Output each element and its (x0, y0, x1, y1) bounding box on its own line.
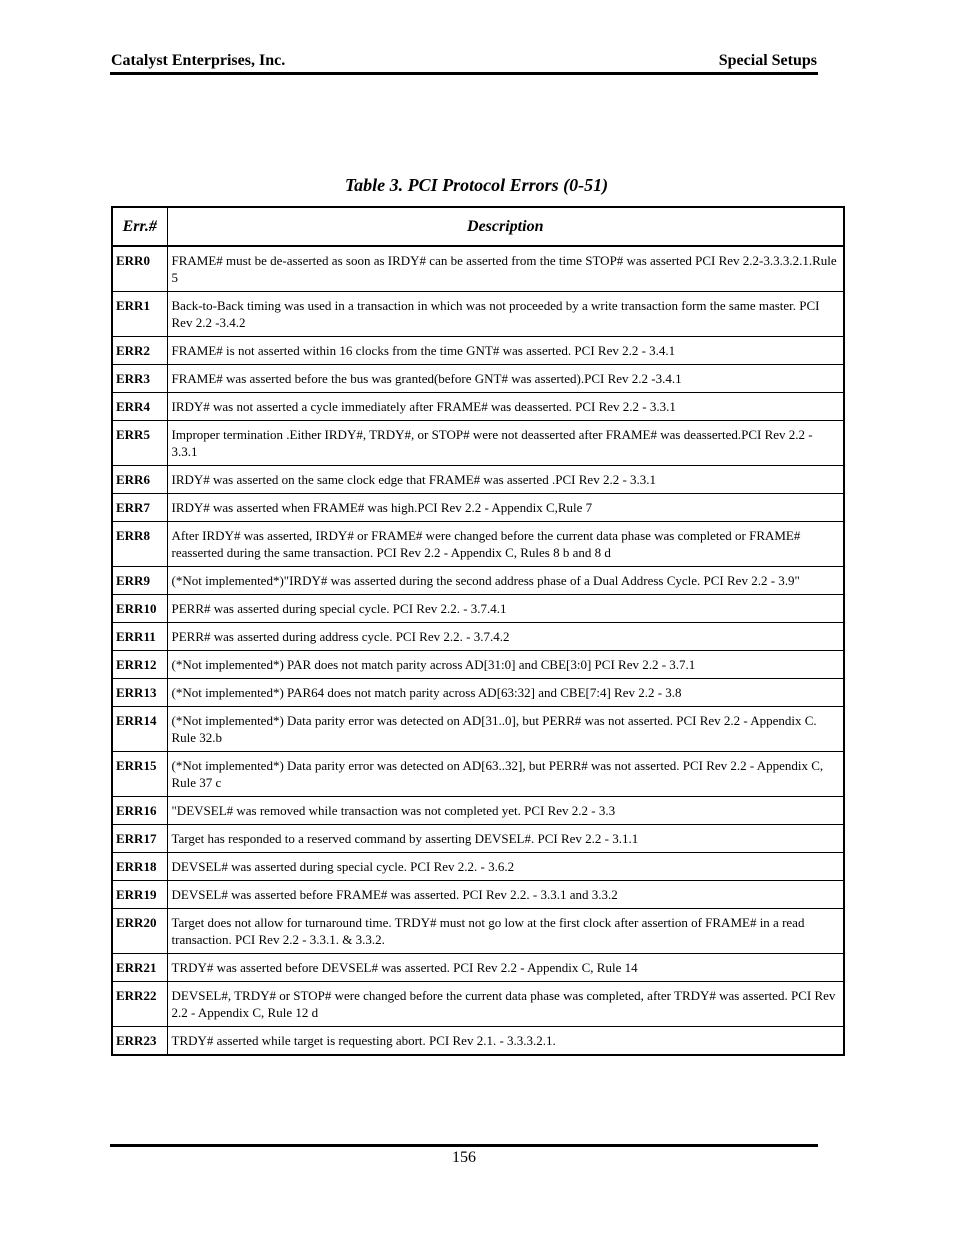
errors-table (111, 206, 845, 1056)
error-description: DEVSEL# was asserted during special cycle. PCI Rev 2.2. - 3.6.2 (167, 853, 844, 881)
error-code: ERR3 (112, 365, 167, 393)
company-name: Catalyst Enterprises, Inc. (111, 52, 286, 69)
table-row (112, 797, 844, 825)
error-description: (*Not implemented*) PAR64 does not match parity across AD[63:32] and CBE[7:4] Rev 2.2 - 3.8 (167, 679, 844, 707)
table-caption: Table 3. PCI Protocol Errors (0-51) (344, 175, 609, 195)
column-header-description: Description (167, 207, 844, 246)
table-row (112, 679, 844, 707)
table-row (112, 853, 844, 881)
table-row (112, 881, 844, 909)
error-code: ERR10 (112, 595, 167, 623)
table-row (112, 337, 844, 365)
error-code: ERR14 (112, 707, 167, 752)
error-description: PERR# was asserted during special cycle. PCI Rev 2.2. - 3.7.4.1 (167, 595, 844, 623)
table-row (112, 567, 844, 595)
table-row (112, 909, 844, 954)
error-description: FRAME# must be de-asserted as soon as IRDY# can be asserted from the time STOP# was asserted PCI Rev 2.2-3.3.3.2.1.Rule 5 (167, 246, 844, 292)
error-description: FRAME# was asserted before the bus was granted(before GNT# was asserted).PCI Rev 2.2 -3.4.1 (167, 365, 844, 393)
error-code: ERR5 (112, 421, 167, 466)
error-code: ERR4 (112, 393, 167, 421)
table-row (112, 1027, 844, 1056)
section-title: Special Setups (718, 52, 817, 69)
error-description: (*Not implemented*)"IRDY# was asserted during the second address phase of a Dual Address Cycle. PCI Rev 2.2 - 3.9" (167, 567, 844, 595)
error-code: ERR22 (112, 982, 167, 1027)
error-code: ERR1 (112, 292, 167, 337)
table-row (112, 623, 844, 651)
error-description: IRDY# was asserted on the same clock edge that FRAME# was asserted .PCI Rev 2.2 - 3.3.1 (167, 466, 844, 494)
footer-rule (110, 1144, 818, 1147)
error-code: ERR18 (112, 853, 167, 881)
error-description: Back-to-Back timing was used in a transaction in which was not proceeded by a write transaction form the same master. PCI Rev 2.2 -3.4.2 (167, 292, 844, 337)
table-row (112, 982, 844, 1027)
error-description: Improper termination .Either IRDY#, TRDY#, or STOP# were not deasserted after FRAME# was deasserted.PCI Rev 2.2 - 3.3.1 (167, 421, 844, 466)
error-code: ERR7 (112, 494, 167, 522)
error-code: ERR19 (112, 881, 167, 909)
table-row (112, 466, 844, 494)
error-description: (*Not implemented*) Data parity error was detected on AD[63..32], but PERR# was not asserted. PCI Rev 2.2 - Appendix C, Rule 37 c (167, 752, 844, 797)
table-row (112, 494, 844, 522)
table-row (112, 954, 844, 982)
error-description: FRAME# is not asserted within 16 clocks from the time GNT# was asserted. PCI Rev 2.2 - 3.4.1 (167, 337, 844, 365)
table-row (112, 595, 844, 623)
error-code: ERR16 (112, 797, 167, 825)
error-code: ERR23 (112, 1027, 167, 1056)
header-rule (110, 72, 818, 75)
error-description: "DEVSEL# was removed while transaction was not completed yet. PCI Rev 2.2 - 3.3 (167, 797, 844, 825)
error-code: ERR12 (112, 651, 167, 679)
table-row (112, 825, 844, 853)
error-description: IRDY# was not asserted a cycle immediately after FRAME# was deasserted. PCI Rev 2.2 - 3.3.1 (167, 393, 844, 421)
page-number: 156 (452, 1149, 476, 1166)
error-description: PERR# was asserted during address cycle. PCI Rev 2.2. - 3.7.4.2 (167, 623, 844, 651)
error-code: ERR9 (112, 567, 167, 595)
table-row (112, 365, 844, 393)
error-description: (*Not implemented*) PAR does not match parity across AD[31:0] and CBE[3:0] PCI Rev 2.2 - 3.7.1 (167, 651, 844, 679)
error-description: DEVSEL#, TRDY# or STOP# were changed before the current data phase was completed, after TRDY# was asserted. PCI Rev 2.2 - Appendix C, Rule 12 d (167, 982, 844, 1027)
error-code: ERR11 (112, 623, 167, 651)
error-description: DEVSEL# was asserted before FRAME# was asserted. PCI Rev 2.2. - 3.3.1 and 3.3.2 (167, 881, 844, 909)
error-description: (*Not implemented*) Data parity error was detected on AD[31..0], but PERR# was not asserted. PCI Rev 2.2 - Appendix C. Rule 32.b (167, 707, 844, 752)
error-code: ERR21 (112, 954, 167, 982)
error-code: ERR6 (112, 466, 167, 494)
error-description: TRDY# was asserted before DEVSEL# was asserted. PCI Rev 2.2 - Appendix C, Rule 14 (167, 954, 844, 982)
error-description: TRDY# asserted while target is requesting abort. PCI Rev 2.1. - 3.3.3.2.1. (167, 1027, 844, 1056)
error-description: IRDY# was asserted when FRAME# was high.PCI Rev 2.2 - Appendix C,Rule 7 (167, 494, 844, 522)
table-row (112, 707, 844, 752)
error-code: ERR15 (112, 752, 167, 797)
column-header-code: Err.# (112, 207, 167, 246)
table-row (112, 246, 844, 292)
table-row (112, 292, 844, 337)
table-header-row (112, 207, 844, 246)
error-description: Target does not allow for turnaround time. TRDY# must not go low at the first clock after assertion of FRAME# in a read transaction. PCI Rev 2.2 - 3.3.1. & 3.3.2. (167, 909, 844, 954)
table-row (112, 522, 844, 567)
error-code: ERR20 (112, 909, 167, 954)
error-code: ERR13 (112, 679, 167, 707)
error-code: ERR0 (112, 246, 167, 292)
table-row (112, 651, 844, 679)
error-code: ERR2 (112, 337, 167, 365)
page-header (111, 51, 817, 71)
table-row (112, 752, 844, 797)
error-description: After IRDY# was asserted, IRDY# or FRAME# were changed before the current data phase was completed or FRAME# reasserted during the same transaction. PCI Rev 2.2 - Appendix C, Rules 8 b and 8 d (167, 522, 844, 567)
table-row (112, 393, 844, 421)
error-description: Target has responded to a reserved command by asserting DEVSEL#. PCI Rev 2.2 - 3.1.1 (167, 825, 844, 853)
table-row (112, 421, 844, 466)
error-code: ERR8 (112, 522, 167, 567)
error-code: ERR17 (112, 825, 167, 853)
